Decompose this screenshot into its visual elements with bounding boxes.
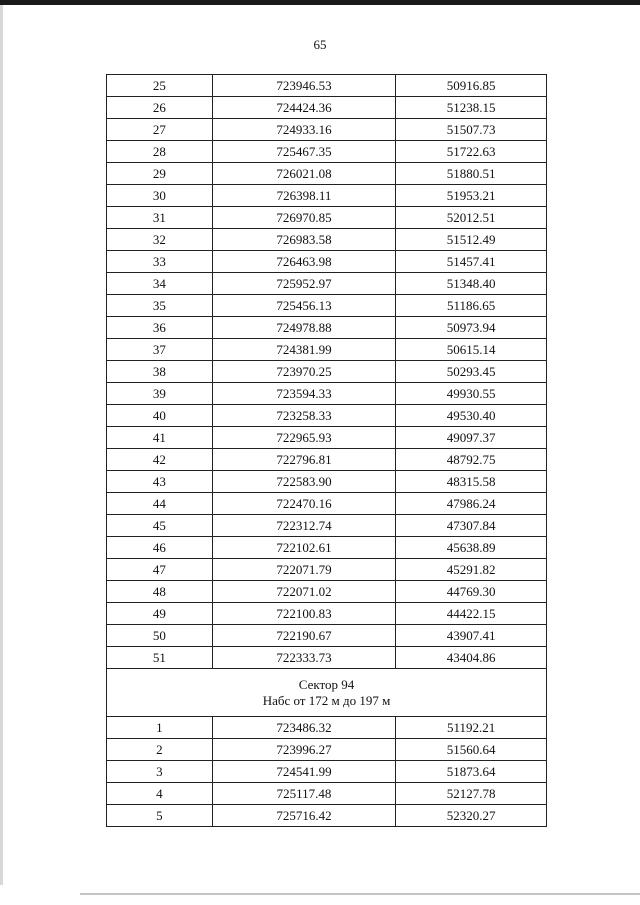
table-row [107, 141, 547, 163]
x-coordinate-cell: 726463.98 [212, 251, 396, 273]
x-coordinate-cell: 723594.33 [212, 383, 396, 405]
table-row [107, 97, 547, 119]
x-coordinate-cell: 722583.90 [212, 471, 396, 493]
table-row [107, 405, 547, 427]
sector-header-body [107, 669, 547, 717]
point-number-cell: 48 [107, 581, 213, 603]
y-coordinate-cell: 48792.75 [396, 449, 547, 471]
x-coordinate-cell: 726398.11 [212, 185, 396, 207]
point-number-cell: 32 [107, 229, 213, 251]
y-coordinate-cell: 44422.15 [396, 603, 547, 625]
point-number-cell: 49 [107, 603, 213, 625]
y-coordinate-cell: 51560.64 [396, 739, 547, 761]
table-row [107, 273, 547, 295]
y-coordinate-cell: 51507.73 [396, 119, 547, 141]
table-row [107, 537, 547, 559]
point-number-cell: 2 [107, 739, 213, 761]
point-number-cell: 4 [107, 783, 213, 805]
y-coordinate-cell: 51348.40 [396, 273, 547, 295]
point-number-cell: 38 [107, 361, 213, 383]
x-coordinate-cell: 722071.02 [212, 581, 396, 603]
sector-title: Сектор 94 [298, 677, 355, 692]
x-coordinate-cell: 724978.88 [212, 317, 396, 339]
page-number: 65 [313, 37, 327, 52]
coordinates-table [106, 74, 547, 827]
point-number-cell: 40 [107, 405, 213, 427]
x-coordinate-cell: 722965.93 [212, 427, 396, 449]
y-coordinate-cell: 45638.89 [396, 537, 547, 559]
table-row [107, 383, 547, 405]
y-coordinate-cell: 52127.78 [396, 783, 547, 805]
y-coordinate-cell: 51192.21 [396, 717, 547, 739]
y-coordinate-cell: 43907.41 [396, 625, 547, 647]
table-row [107, 805, 547, 827]
table-row [107, 717, 547, 739]
y-coordinate-cell: 49530.40 [396, 405, 547, 427]
table-row [107, 75, 547, 97]
x-coordinate-cell: 722312.74 [212, 515, 396, 537]
point-number-cell: 42 [107, 449, 213, 471]
x-coordinate-cell: 724933.16 [212, 119, 396, 141]
table-row [107, 515, 547, 537]
point-number-cell: 44 [107, 493, 213, 515]
point-number-cell: 5 [107, 805, 213, 827]
point-number-cell: 25 [107, 75, 213, 97]
table-row [107, 427, 547, 449]
table-row [107, 581, 547, 603]
x-coordinate-cell: 723258.33 [212, 405, 396, 427]
y-coordinate-cell: 52320.27 [396, 805, 547, 827]
y-coordinate-cell: 44769.30 [396, 581, 547, 603]
scan-edge-left [0, 5, 3, 885]
table-row [107, 229, 547, 251]
table-row [107, 295, 547, 317]
table-row [107, 339, 547, 361]
y-coordinate-cell: 51880.51 [396, 163, 547, 185]
point-number-cell: 29 [107, 163, 213, 185]
point-number-cell: 27 [107, 119, 213, 141]
y-coordinate-cell: 51953.21 [396, 185, 547, 207]
x-coordinate-cell: 722190.67 [212, 625, 396, 647]
x-coordinate-cell: 723996.27 [212, 739, 396, 761]
point-number-cell: 35 [107, 295, 213, 317]
x-coordinate-cell: 725716.42 [212, 805, 396, 827]
table-row [107, 317, 547, 339]
table-row [107, 603, 547, 625]
table-row [107, 361, 547, 383]
point-number-cell: 45 [107, 515, 213, 537]
table-body-after [107, 717, 547, 827]
y-coordinate-cell: 50973.94 [396, 317, 547, 339]
table-row [107, 559, 547, 581]
table-row [107, 449, 547, 471]
y-coordinate-cell: 50916.85 [396, 75, 547, 97]
y-coordinate-cell: 47307.84 [396, 515, 547, 537]
x-coordinate-cell: 722100.83 [212, 603, 396, 625]
scan-edge-bottom [80, 893, 640, 895]
y-coordinate-cell: 51873.64 [396, 761, 547, 783]
point-number-cell: 41 [107, 427, 213, 449]
point-number-cell: 33 [107, 251, 213, 273]
point-number-cell: 26 [107, 97, 213, 119]
point-number-cell: 1 [107, 717, 213, 739]
table-row [107, 207, 547, 229]
x-coordinate-cell: 722796.81 [212, 449, 396, 471]
table-row [107, 185, 547, 207]
x-coordinate-cell: 723946.53 [212, 75, 396, 97]
y-coordinate-cell: 51457.41 [396, 251, 547, 273]
point-number-cell: 34 [107, 273, 213, 295]
y-coordinate-cell: 49097.37 [396, 427, 547, 449]
point-number-cell: 43 [107, 471, 213, 493]
scan-edge-top [0, 0, 640, 5]
x-coordinate-cell: 726021.08 [212, 163, 396, 185]
x-coordinate-cell: 722071.79 [212, 559, 396, 581]
x-coordinate-cell: 724381.99 [212, 339, 396, 361]
x-coordinate-cell: 724424.36 [212, 97, 396, 119]
y-coordinate-cell: 50615.14 [396, 339, 547, 361]
sector-header-row [107, 669, 547, 717]
x-coordinate-cell: 725117.48 [212, 783, 396, 805]
x-coordinate-cell: 726970.85 [212, 207, 396, 229]
x-coordinate-cell: 722333.73 [212, 647, 396, 669]
table-row [107, 783, 547, 805]
table-row [107, 647, 547, 669]
y-coordinate-cell: 51512.49 [396, 229, 547, 251]
table-row [107, 251, 547, 273]
y-coordinate-cell: 52012.51 [396, 207, 547, 229]
x-coordinate-cell: 722102.61 [212, 537, 396, 559]
x-coordinate-cell: 722470.16 [212, 493, 396, 515]
sector-subtitle: Набс от 172 м до 197 м [262, 693, 391, 708]
point-number-cell: 50 [107, 625, 213, 647]
table-row [107, 119, 547, 141]
x-coordinate-cell: 723970.25 [212, 361, 396, 383]
y-coordinate-cell: 47986.24 [396, 493, 547, 515]
point-number-cell: 36 [107, 317, 213, 339]
sector-header-cell [107, 669, 547, 717]
y-coordinate-cell: 51238.15 [396, 97, 547, 119]
point-number-cell: 39 [107, 383, 213, 405]
y-coordinate-cell: 51722.63 [396, 141, 547, 163]
point-number-cell: 51 [107, 647, 213, 669]
x-coordinate-cell: 724541.99 [212, 761, 396, 783]
table-row [107, 761, 547, 783]
point-number-cell: 28 [107, 141, 213, 163]
x-coordinate-cell: 726983.58 [212, 229, 396, 251]
point-number-cell: 47 [107, 559, 213, 581]
x-coordinate-cell: 725952.97 [212, 273, 396, 295]
table-row [107, 471, 547, 493]
y-coordinate-cell: 51186.65 [396, 295, 547, 317]
y-coordinate-cell: 49930.55 [396, 383, 547, 405]
point-number-cell: 30 [107, 185, 213, 207]
x-coordinate-cell: 725467.35 [212, 141, 396, 163]
table-row [107, 625, 547, 647]
table-row [107, 163, 547, 185]
point-number-cell: 3 [107, 761, 213, 783]
point-number-cell: 37 [107, 339, 213, 361]
table-row [107, 493, 547, 515]
point-number-cell: 31 [107, 207, 213, 229]
table-row [107, 739, 547, 761]
point-number-cell: 46 [107, 537, 213, 559]
y-coordinate-cell: 43404.86 [396, 647, 547, 669]
y-coordinate-cell: 45291.82 [396, 559, 547, 581]
x-coordinate-cell: 723486.32 [212, 717, 396, 739]
table-body-before [107, 75, 547, 669]
y-coordinate-cell: 48315.58 [396, 471, 547, 493]
x-coordinate-cell: 725456.13 [212, 295, 396, 317]
y-coordinate-cell: 50293.45 [396, 361, 547, 383]
